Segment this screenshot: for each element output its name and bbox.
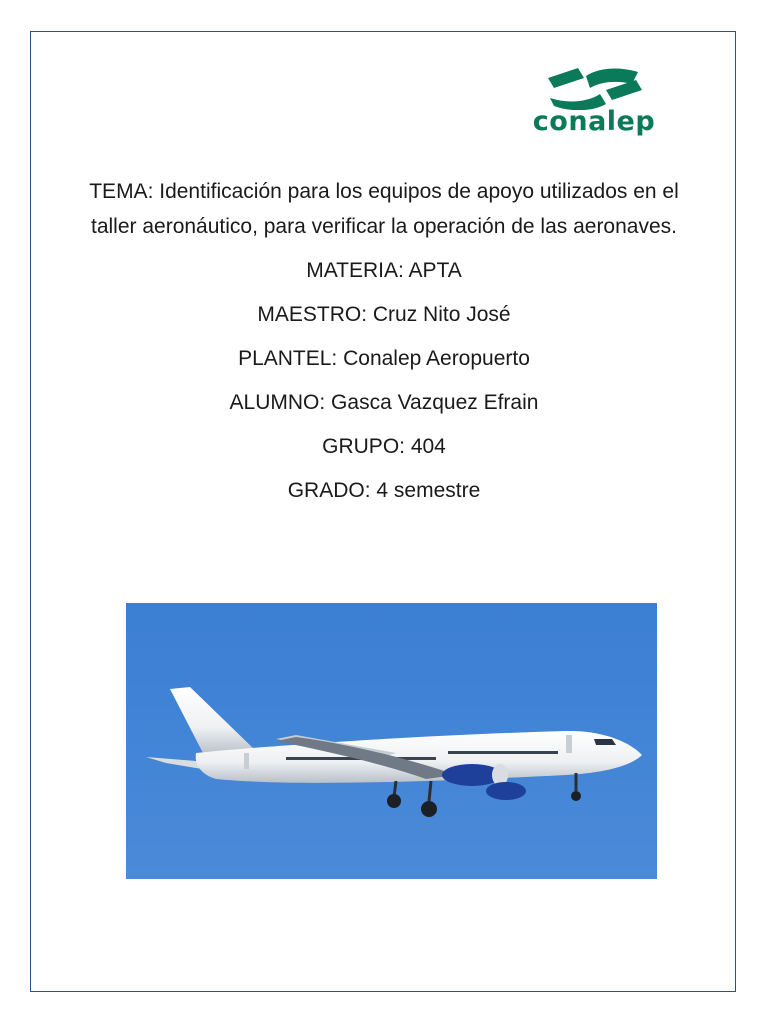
subject-text: MATERIA: APTA <box>306 259 462 282</box>
teacher-text: MAESTRO: Cruz Nito José <box>257 303 511 326</box>
grade-text: GRADO: 4 semestre <box>287 479 481 502</box>
student-text: ALUMNO: Gasca Vazquez Efrain <box>229 391 539 414</box>
logo-wordmark: conalep <box>532 106 656 137</box>
airplane-illustration <box>126 603 657 879</box>
cover-info <box>70 174 698 517</box>
conalep-logo <box>508 64 680 144</box>
conalep-emblem-icon <box>540 64 648 110</box>
topic-text: TEMA: Identificación para los equipos de apoyo utilizados en el taller aeronáutico, para verificar la operación de las aeronaves. <box>89 180 679 238</box>
airplane-photo <box>126 603 657 879</box>
group-text: GRUPO: 404 <box>322 435 446 458</box>
campus-text: PLANTEL: Conalep Aeropuerto <box>238 347 530 370</box>
